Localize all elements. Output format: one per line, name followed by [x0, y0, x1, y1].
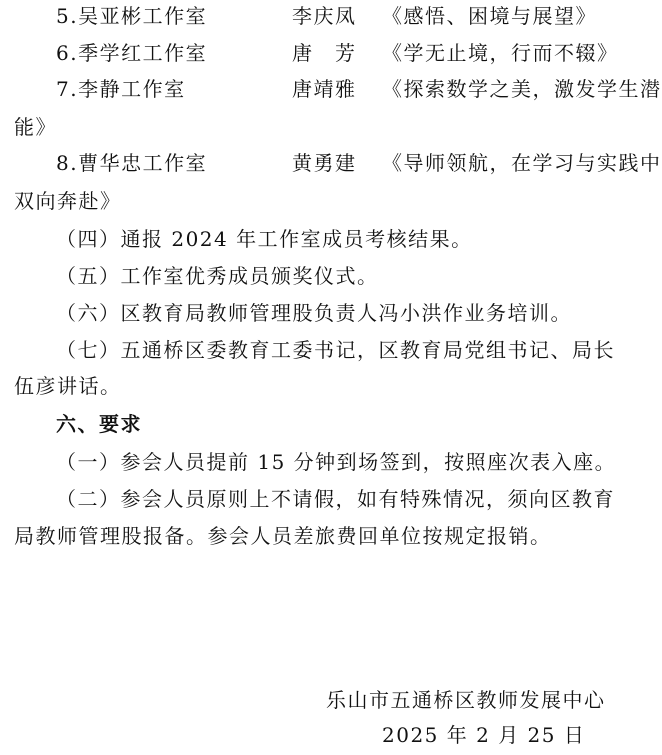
studio-name: 5.吴亚彬工作室: [56, 4, 208, 28]
studio-row-6: [56, 41, 619, 65]
studio-name: 8.曹华忠工作室: [56, 151, 208, 175]
studio-row-5: [56, 4, 616, 28]
studio-leader: 唐 芳: [292, 41, 357, 65]
agenda-item-6: （六）区教育局教师管理股负责人冯小洪作业务培训。: [56, 301, 572, 325]
section-heading: 六、要求: [56, 412, 142, 436]
studio-name: 7.李静工作室: [56, 77, 186, 101]
requirement-item-2: （二）参会人员原则上不请假，如有特殊情况，须向区教育: [56, 487, 615, 511]
agenda-item-7-continuation: 伍彦讲话。: [14, 374, 122, 398]
studio-name: 6.季学红工作室: [56, 41, 208, 65]
studio-topic-continuation: 能》: [14, 115, 57, 139]
studio-leader: 李庆凤: [292, 4, 357, 28]
studio-topic-continuation: 双向奔赴》: [14, 189, 122, 213]
agenda-item-7: （七）五通桥区委教育工委书记，区教育局党组书记、局长: [56, 338, 615, 362]
studio-topic: 《感悟、困境与展望》: [382, 4, 597, 28]
requirement-item-1: （一）参会人员提前 15 分钟到场签到，按照座次表入座。: [56, 450, 617, 474]
agenda-item-4: （四）通报 2024 年工作室成员考核结果。: [56, 227, 473, 251]
studio-leader: 唐靖雅: [292, 77, 357, 101]
agenda-item-5: （五）工作室优秀成员颁奖仪式。: [56, 264, 379, 288]
studio-topic: 《导师领航，在学习与实践中: [382, 151, 662, 175]
studio-topic: 《学无止境，行而不辍》: [382, 41, 619, 65]
signature-date: 2025 年 2 月 25 日: [382, 723, 586, 747]
studio-leader: 黄勇建: [292, 151, 357, 175]
studio-topic: 《探索数学之美，激发学生潜: [382, 77, 662, 101]
requirement-item-2-continuation: 局教师管理股报备。参会人员差旅费回单位按规定报销。: [14, 524, 552, 548]
signature-organization: 乐山市五通桥区教师发展中心: [326, 688, 606, 712]
studio-row-7: [56, 77, 662, 101]
studio-row-8: [56, 151, 662, 175]
